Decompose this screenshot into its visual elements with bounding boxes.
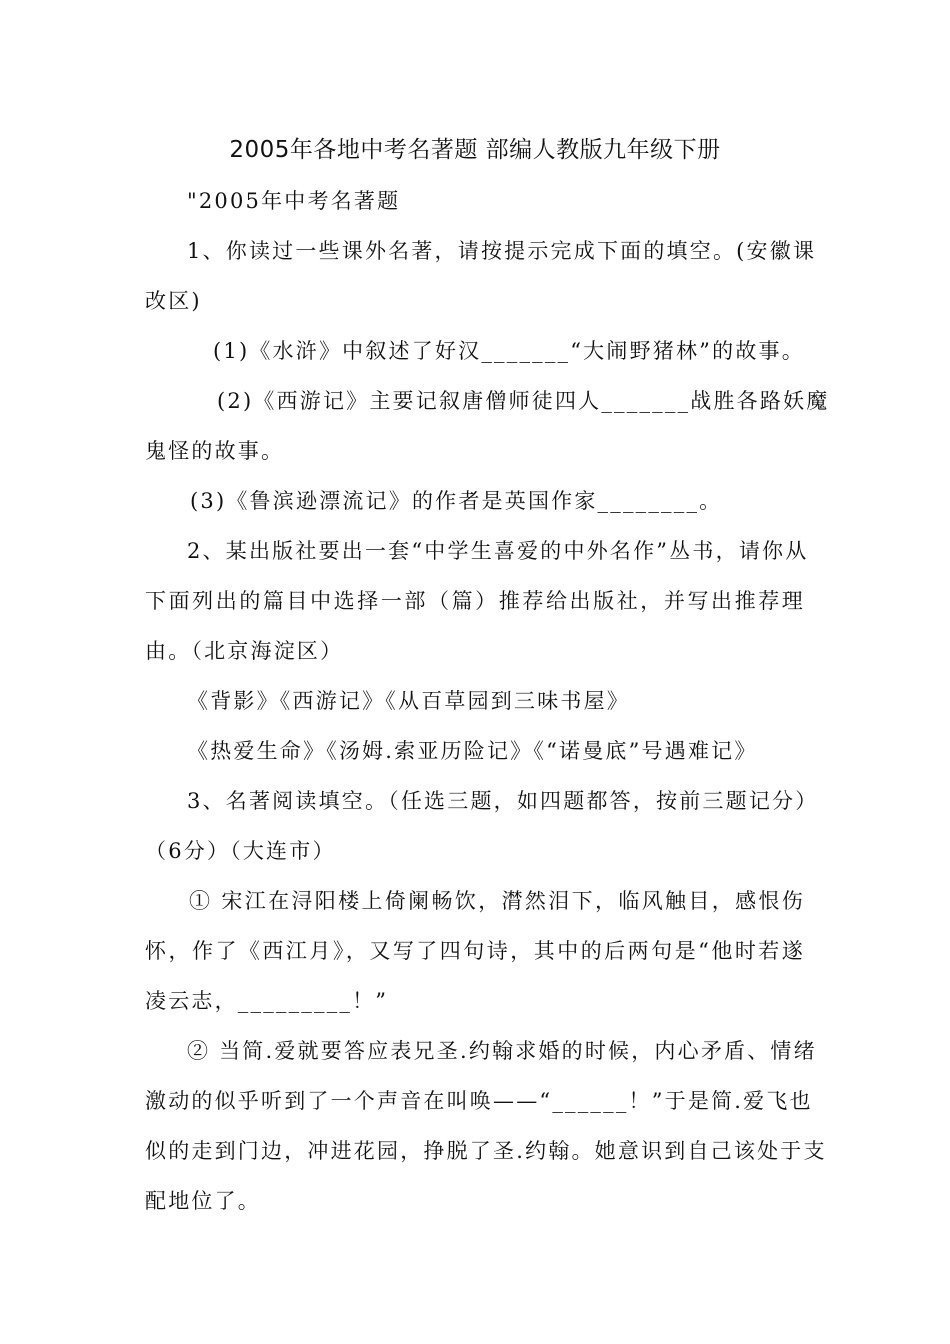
question-1-item-3: (3)《鲁滨逊漂流记》的作者是英国作家________。 bbox=[190, 489, 723, 513]
question-3-item-1-line-1: ① 宋江在浔阳楼上倚阑畅饮，潸然泪下，临风触目，感恨伤 bbox=[189, 889, 805, 913]
question-3-line-1: 3、名著阅读填空。（任选三题，如四题都答，按前三题记分） bbox=[187, 789, 819, 813]
question-3-item-1-line-2: 怀，作了《西江月》，又写了四句诗，其中的后两句是“他时若遂 bbox=[145, 939, 805, 963]
section-heading: "2005年中考名著题 bbox=[187, 189, 401, 213]
question-3-item-2-line-1: ② 当简.爱就要答应表兄圣.约翰求婚的时候，内心矛盾、情绪 bbox=[187, 1039, 817, 1063]
question-2-line-3: 由。（北京海淀区） bbox=[145, 639, 344, 663]
question-1-line-2: 改区) bbox=[145, 289, 202, 313]
question-3-item-1-line-3: 凌云志，_________！” bbox=[145, 989, 389, 1013]
question-3-item-2-line-3: 似的走到门边，冲进花园，挣脱了圣.约翰。她意识到自己该处于支 bbox=[145, 1139, 827, 1163]
document-title: 2005年各地中考名著题 部编人教版九年级下册 bbox=[229, 137, 721, 163]
question-2-line-2: 下面列出的篇目中选择一部（篇）推荐给出版社，并写出推荐理 bbox=[145, 589, 805, 613]
question-3-item-2-line-4: 配地位了。 bbox=[145, 1189, 261, 1213]
question-1-item-1: (1)《水浒》中叙述了好汉_______“大闹野猪林”的故事。 bbox=[213, 339, 805, 363]
question-3-line-2: （6分）（大连市） bbox=[145, 839, 336, 863]
question-1-item-2-line-2: 鬼怪的故事。 bbox=[145, 439, 285, 463]
question-1-line-1: 1、你读过一些课外名著，请按提示完成下面的填空。(安徽课 bbox=[187, 239, 817, 263]
question-1-item-2-line-1: (2)《西游记》主要记叙唐僧师徒四人_______战胜各路妖魔 bbox=[217, 389, 830, 413]
book-list-line-1: 《背影》《西游记》《从百草园到三味书屋》 bbox=[187, 689, 630, 713]
question-2-line-1: 2、某出版社要出一套“中学生喜爱的中外名作”丛书，请你从 bbox=[187, 539, 809, 563]
question-3-item-2-line-2: 激动的似乎听到了一个声音在叫唤——“______！”于是简.爱飞也 bbox=[145, 1089, 813, 1113]
book-list-line-2: 《热爱生命》《汤姆.索亚历险记》《“诺曼底”号遇难记》 bbox=[187, 739, 758, 763]
